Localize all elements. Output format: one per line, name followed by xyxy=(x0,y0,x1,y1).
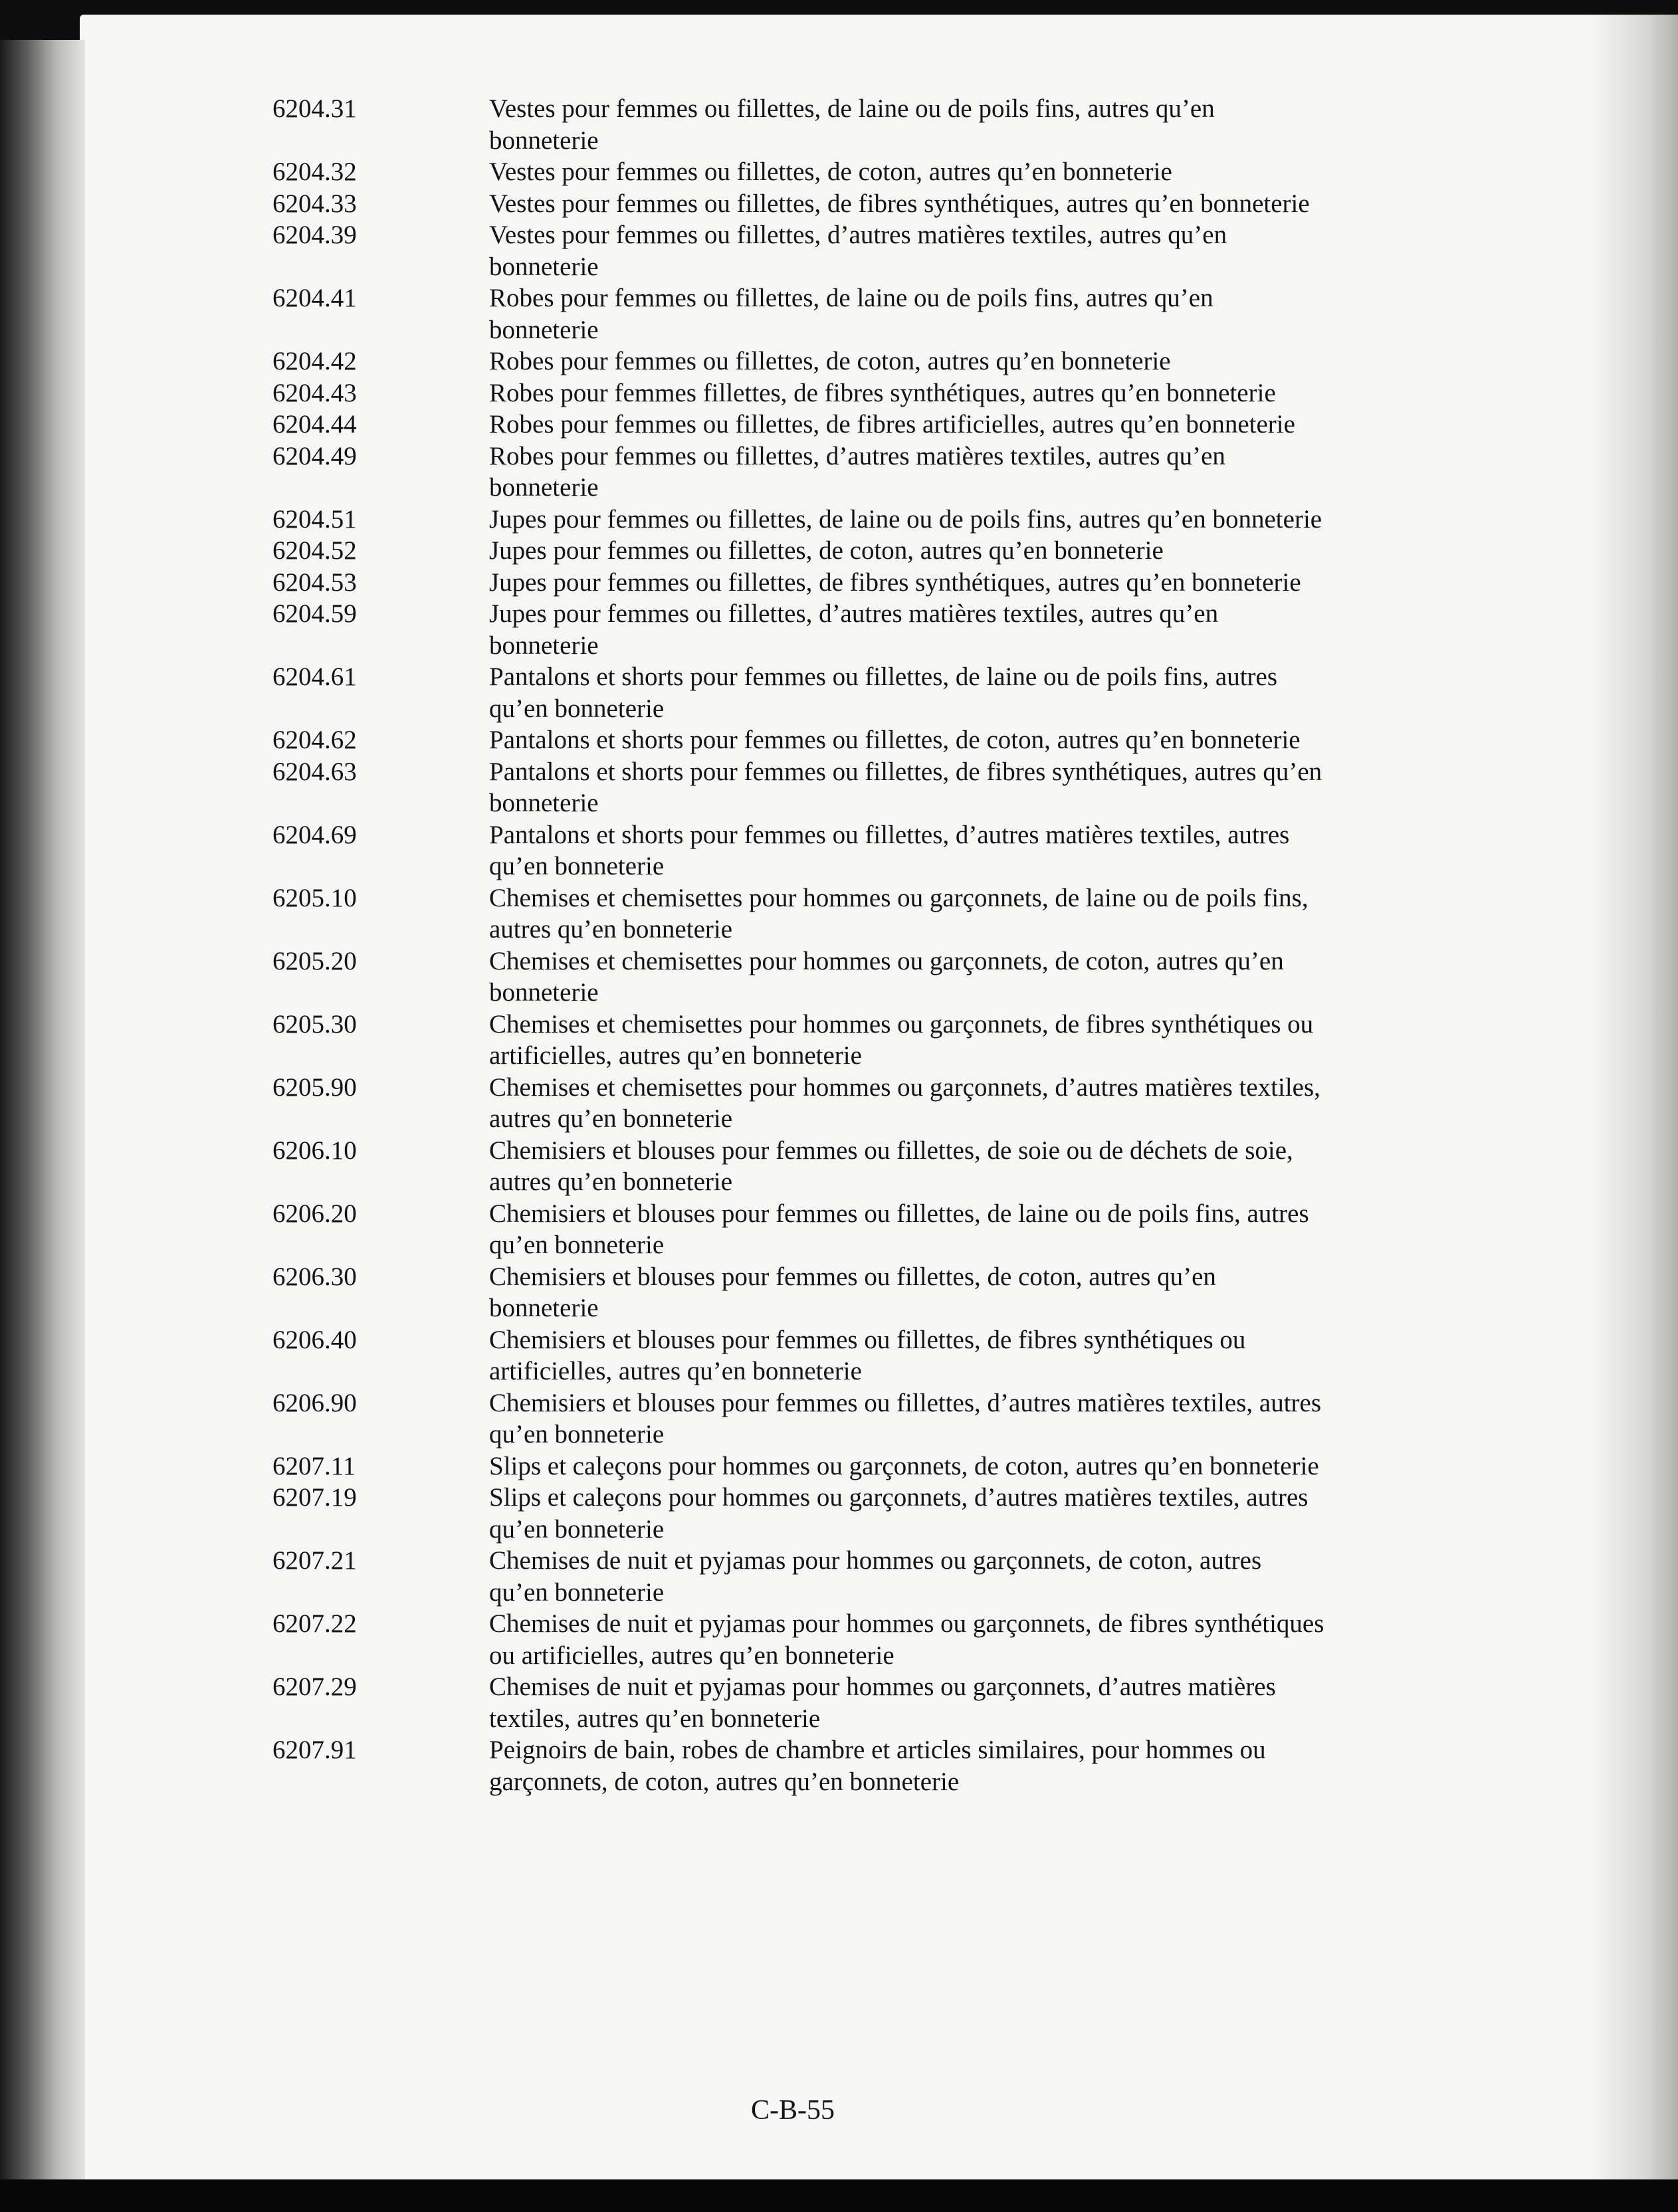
tariff-entry xyxy=(0,1198,1678,1261)
tariff-description: Robes pour femmes ou fillettes, d’autres matières textiles, autres qu’en bonneterie xyxy=(489,441,1225,502)
page-number: C-B-55 xyxy=(751,2095,835,2126)
tariff-description: Chemises et chemisettes pour hommes ou garçonnets, d’autres matières textiles, autres qu’en bonneterie xyxy=(489,1072,1320,1133)
tariff-entry xyxy=(0,724,1678,756)
tariff-entry xyxy=(0,504,1678,536)
tariff-code: 6204.41 xyxy=(272,284,357,312)
tariff-description: Chemises de nuit et pyjamas pour hommes ou garçonnets, de fibres synthétiques ou artificielles, autres qu’en bonneterie xyxy=(489,1609,1324,1670)
tariff-entry xyxy=(0,93,1678,156)
tariff-entry xyxy=(0,282,1678,346)
tariff-description: Jupes pour femmes ou fillettes, de coton, autres qu’en bonneterie xyxy=(489,536,1164,565)
tariff-description: Chemises et chemisettes pour hommes ou garçonnets, de coton, autres qu’en bonneterie xyxy=(489,946,1284,1007)
tariff-description: Jupes pour femmes ou fillettes, de laine ou de poils fins, autres qu’en bonneterie xyxy=(489,504,1322,534)
tariff-description: Chemises et chemisettes pour hommes ou garçonnets, de fibres synthétiques ou artificielles, autres qu’en bonneterie xyxy=(489,1009,1314,1070)
tariff-description: Robes pour femmes ou fillettes, de coton, autres qu’en bonneterie xyxy=(489,347,1171,375)
tariff-entry xyxy=(0,535,1678,567)
tariff-list xyxy=(0,93,1678,1797)
tariff-description: Vestes pour femmes ou fillettes, de fibres synthétiques, autres qu’en bonneterie xyxy=(489,189,1310,218)
tariff-code: 6204.44 xyxy=(272,410,357,439)
tariff-entry xyxy=(0,1387,1678,1451)
tariff-entry xyxy=(0,1671,1678,1734)
tariff-description: Pantalons et shorts pour femmes ou fillettes, d’autres matières textiles, autres qu’en bonneterie xyxy=(489,820,1290,880)
tariff-code: 6206.30 xyxy=(272,1262,357,1291)
tariff-entry xyxy=(0,882,1678,946)
tariff-code: 6207.21 xyxy=(272,1546,357,1575)
tariff-entry xyxy=(0,441,1678,504)
tariff-entry xyxy=(0,377,1678,409)
tariff-entry xyxy=(0,756,1678,819)
tariff-entry xyxy=(0,946,1678,1009)
tariff-code: 6204.63 xyxy=(272,757,357,786)
tariff-description: Slips et caleçons pour hommes ou garçonnets, de coton, autres qu’en bonneterie xyxy=(489,1451,1319,1480)
tariff-code: 6205.30 xyxy=(272,1009,357,1039)
tariff-description: Robes pour femmes ou fillettes, de laine ou de poils fins, autres qu’en bonneterie xyxy=(489,284,1213,344)
tariff-code: 6207.91 xyxy=(272,1736,357,1764)
tariff-description: Vestes pour femmes ou fillettes, de laine ou de poils fins, autres qu’en bonneterie xyxy=(489,94,1215,155)
tariff-description: Chemisiers et blouses pour femmes ou fillettes, de soie ou de déchets de soie, autres qu’en bonneterie xyxy=(489,1136,1293,1196)
tariff-description: Chemisiers et blouses pour femmes ou fillettes, de coton, autres qu’en bonneterie xyxy=(489,1262,1216,1322)
tariff-description: Chemisiers et blouses pour femmes ou fillettes, de fibres synthétiques ou artificielles, autres qu’en bonneterie xyxy=(489,1325,1246,1385)
tariff-entry xyxy=(0,1009,1678,1072)
tariff-code: 6204.32 xyxy=(272,157,357,186)
tariff-code: 6204.42 xyxy=(272,347,357,375)
tariff-entry xyxy=(0,1135,1678,1198)
tariff-code: 6204.31 xyxy=(272,94,357,123)
tariff-description: Vestes pour femmes ou fillettes, d’autres matières textiles, autres qu’en bonneterie xyxy=(489,221,1227,281)
tariff-entry xyxy=(0,1451,1678,1482)
tariff-code: 6207.29 xyxy=(272,1672,357,1701)
tariff-code: 6204.59 xyxy=(272,599,357,628)
tariff-entry xyxy=(0,409,1678,441)
tariff-description: Jupes pour femmes ou fillettes, de fibres synthétiques, autres qu’en bonneterie xyxy=(489,567,1301,597)
tariff-description: Jupes pour femmes ou fillettes, d’autres matières textiles, autres qu’en bonneterie xyxy=(489,599,1219,660)
tariff-code: 6207.19 xyxy=(272,1483,357,1512)
tariff-entry xyxy=(0,819,1678,882)
tariff-code: 6207.22 xyxy=(272,1609,357,1638)
tariff-code: 6204.52 xyxy=(272,536,357,565)
tariff-entry xyxy=(0,598,1678,661)
tariff-entry xyxy=(0,156,1678,188)
tariff-entry xyxy=(0,1608,1678,1671)
tariff-entry xyxy=(0,1261,1678,1324)
tariff-description: Chemisiers et blouses pour femmes ou fillettes, d’autres matières textiles, autres qu’en bonneterie xyxy=(489,1388,1321,1449)
tariff-code: 6205.20 xyxy=(272,946,357,975)
tariff-description: Chemises de nuit et pyjamas pour hommes ou garçonnets, de coton, autres qu’en bonneterie xyxy=(489,1546,1262,1607)
tariff-entry xyxy=(0,1072,1678,1135)
tariff-description: Chemises de nuit et pyjamas pour hommes ou garçonnets, d’autres matières textiles, autres qu’en bonneterie xyxy=(489,1672,1276,1733)
tariff-code: 6207.11 xyxy=(272,1451,356,1480)
tariff-entry xyxy=(0,219,1678,282)
tariff-entry xyxy=(0,188,1678,220)
tariff-description: Robes pour femmes ou fillettes, de fibres artificielles, autres qu’en bonneterie xyxy=(489,410,1295,439)
tariff-description: Slips et caleçons pour hommes ou garçonnets, d’autres matières textiles, autres qu’en bonneterie xyxy=(489,1483,1309,1544)
tariff-code: 6204.69 xyxy=(272,820,357,849)
tariff-code: 6206.10 xyxy=(272,1136,357,1165)
tariff-code: 6206.40 xyxy=(272,1325,357,1354)
tariff-code: 6204.61 xyxy=(272,662,357,691)
tariff-entry xyxy=(0,1482,1678,1545)
tariff-code: 6205.90 xyxy=(272,1072,357,1102)
tariff-code: 6204.53 xyxy=(272,567,357,597)
tariff-description: Pantalons et shorts pour femmes ou fillettes, de coton, autres qu’en bonneterie xyxy=(489,726,1301,754)
tariff-entry xyxy=(0,661,1678,724)
tariff-code: 6204.39 xyxy=(272,221,357,249)
tariff-code: 6204.62 xyxy=(272,726,357,754)
tariff-entry xyxy=(0,346,1678,377)
tariff-code: 6204.51 xyxy=(272,504,357,534)
tariff-description: Chemises et chemisettes pour hommes ou garçonnets, de laine ou de poils fins, autres qu’en bonneterie xyxy=(489,883,1309,944)
tariff-description: Robes pour femmes fillettes, de fibres synthétiques, autres qu’en bonneterie xyxy=(489,378,1276,407)
tariff-entry xyxy=(0,1324,1678,1387)
tariff-code: 6206.20 xyxy=(272,1199,357,1228)
tariff-code: 6205.10 xyxy=(272,883,357,912)
tariff-description: Chemisiers et blouses pour femmes ou fillettes, de laine ou de poils fins, autres qu’en bonneterie xyxy=(489,1199,1309,1259)
tariff-description: Peignoirs de bain, robes de chambre et articles similaires, pour hommes ou garçonnets, de coton, autres qu’en bonneterie xyxy=(489,1736,1266,1796)
tariff-code: 6204.43 xyxy=(272,378,357,407)
tariff-entry xyxy=(0,1734,1678,1797)
tariff-entry xyxy=(0,1545,1678,1608)
tariff-code: 6204.49 xyxy=(272,441,357,470)
tariff-description: Vestes pour femmes ou fillettes, de coton, autres qu’en bonneterie xyxy=(489,157,1172,186)
tariff-entry xyxy=(0,567,1678,599)
scan-bottom-border xyxy=(0,2179,1678,2212)
tariff-code: 6206.90 xyxy=(272,1388,357,1417)
tariff-code: 6204.33 xyxy=(272,189,357,218)
tariff-description: Pantalons et shorts pour femmes ou fillettes, de laine ou de poils fins, autres qu’en bonneterie xyxy=(489,662,1278,723)
tariff-description: Pantalons et shorts pour femmes ou fillettes, de fibres synthétiques, autres qu’en bonneterie xyxy=(489,757,1322,817)
